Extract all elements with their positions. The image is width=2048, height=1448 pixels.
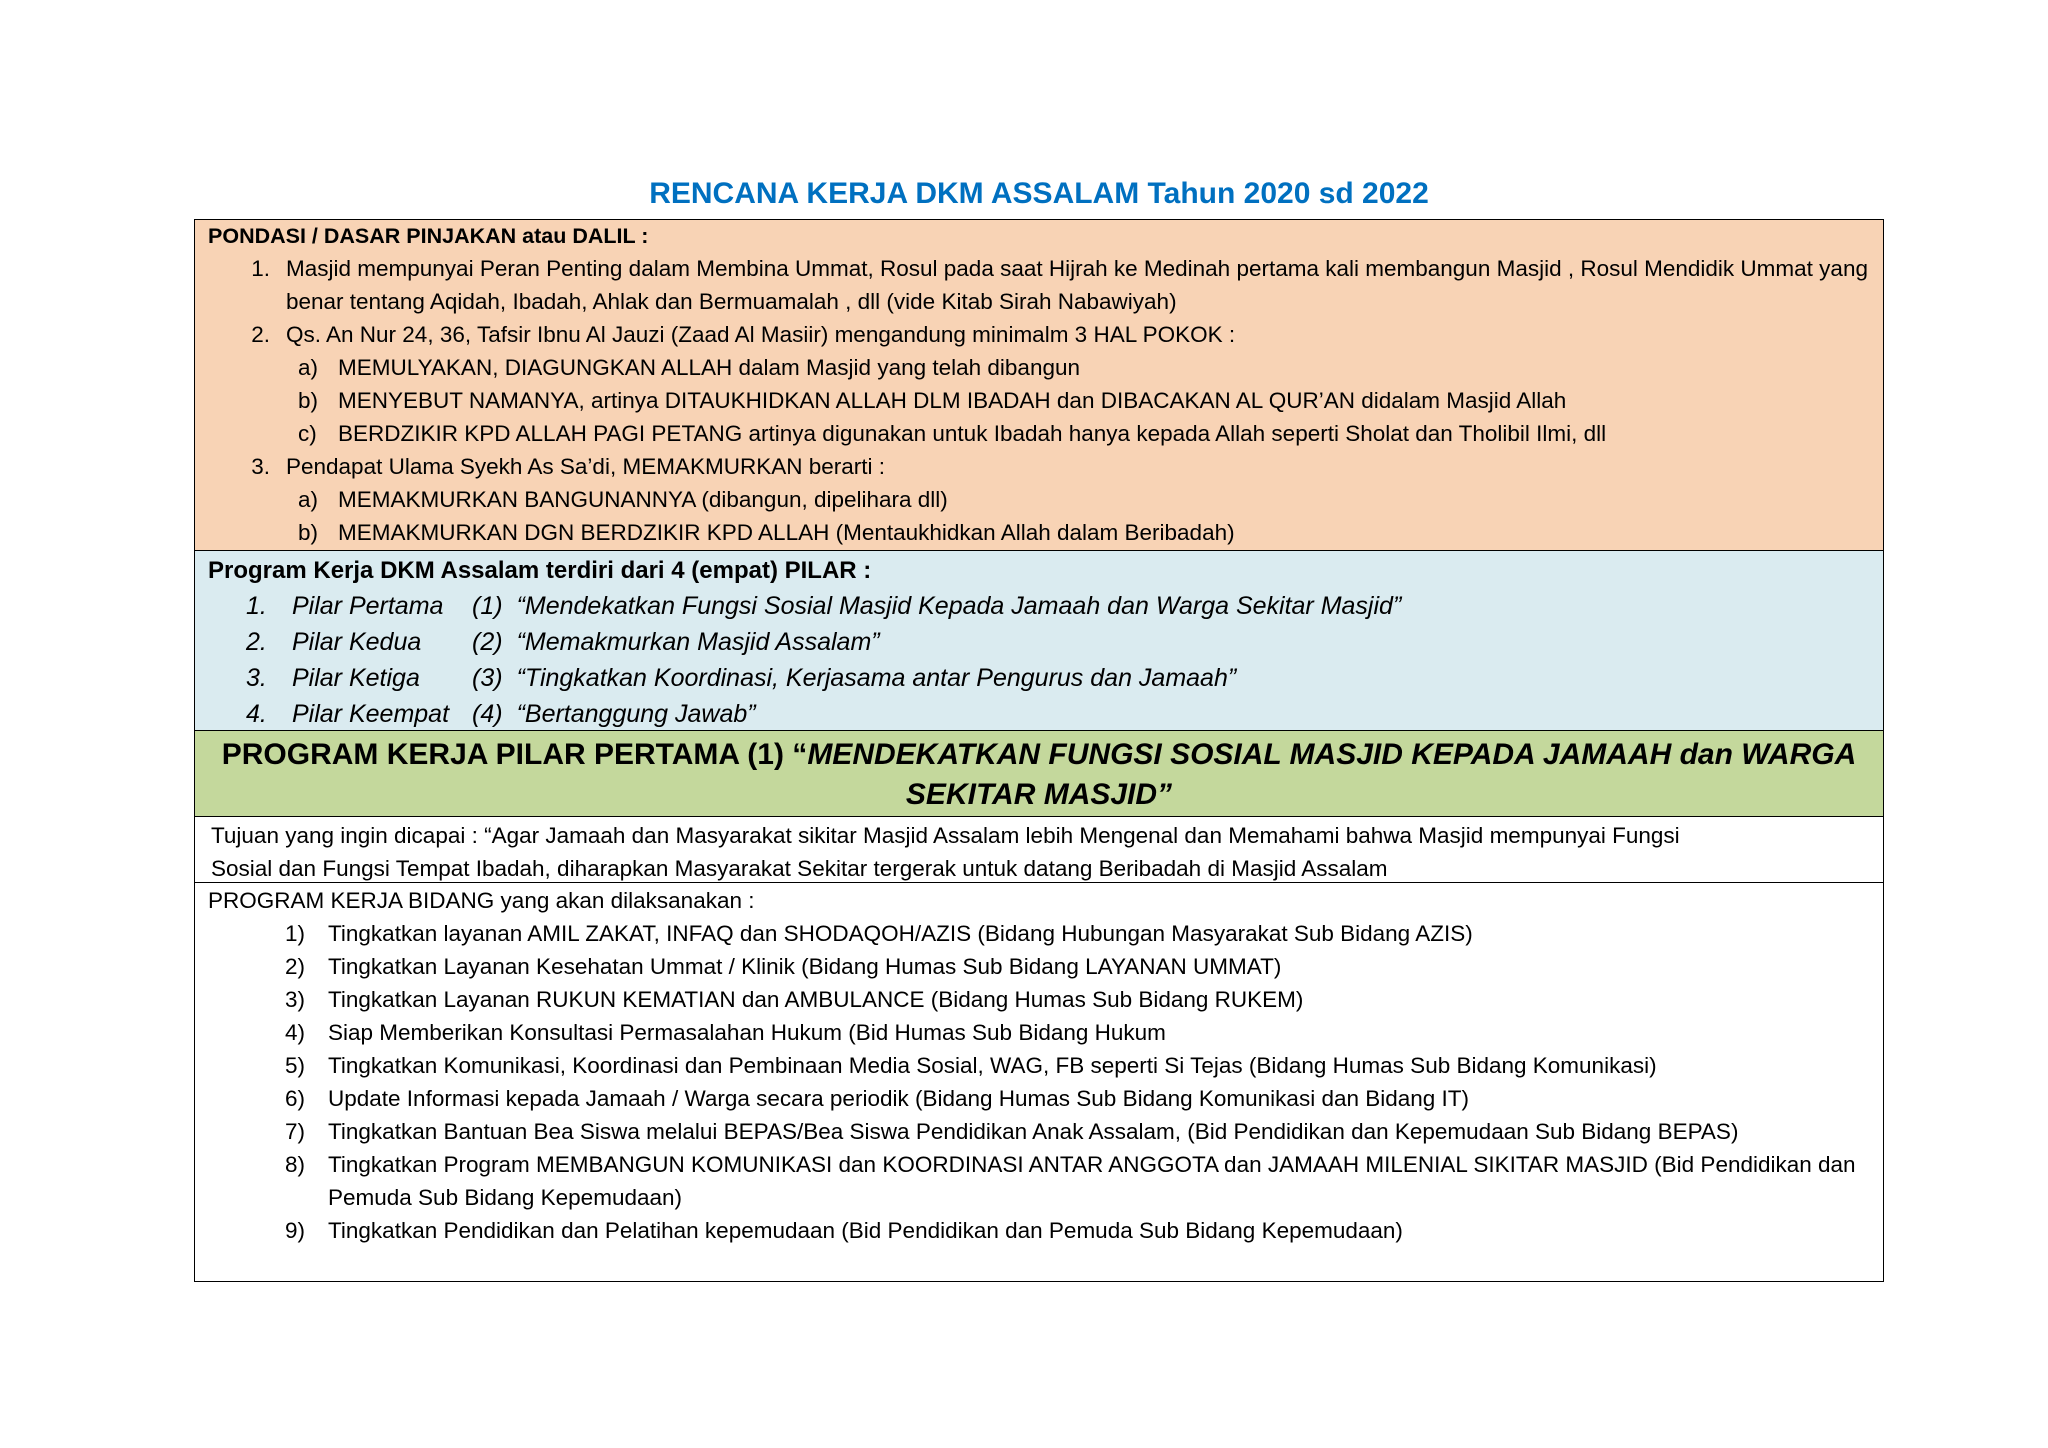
- dalil-subitem-letter: b): [298, 520, 319, 545]
- program-item-number: 3): [285, 987, 306, 1012]
- pilar-item-name: Pilar Pertama: [292, 592, 444, 620]
- pilar-item: [208, 660, 1871, 696]
- dalil-item-number: 2.: [251, 322, 270, 347]
- pilar-section: [195, 551, 1883, 731]
- dalil-subitem: [208, 384, 1871, 417]
- program-item-text: Tingkatkan Layanan Kesehatan Ummat / Klinik (Bidang Humas Sub Bidang LAYANAN UMMAT): [328, 954, 1282, 979]
- program-item: [208, 917, 1871, 950]
- pilar-heading: Program Kerja DKM Assalam terdiri dari 4 (empat) PILAR :: [208, 557, 872, 584]
- program-item-text: Tingkatkan Bantuan Bea Siswa melalui BEPAS/Bea Siswa Pendidikan Anak Assalam, (Bid Pendidikan dan Kepemudaan Sub Bidang BEPAS): [328, 1119, 1739, 1144]
- dalil-subitem-text: MENYEBUT NAMANYA, artinya DITAUKHIDKAN ALLAH DLM IBADAH dan DIBACAKAN AL QUR’AN didalam Masjid Allah: [338, 388, 1567, 413]
- pilar-item-number: 3.: [246, 664, 267, 692]
- dalil-heading: PONDASI / DASAR PINJAKAN atau DALIL :: [208, 224, 649, 248]
- program-item-number: 9): [285, 1218, 306, 1243]
- dalil-subitem: [208, 351, 1871, 384]
- pilar-item-number: 2.: [246, 628, 267, 656]
- tujuan-line-2: Sosial dan Fungsi Tempat Ibadah, diharapkan Masyarakat Sekitar tergerak untuk datang Beribadah di Masjid Assalam: [211, 856, 1388, 881]
- program-item: [208, 1049, 1871, 1082]
- program-item: [208, 1148, 1871, 1214]
- program-item: [208, 1115, 1871, 1148]
- program-item-number: 1): [285, 921, 306, 946]
- dalil-subitem-text: MEMAKMURKAN BANGUNANNYA (dibangun, dipelihara dll): [338, 487, 948, 512]
- program-item-number: 2): [285, 954, 306, 979]
- tujuan-line-1: Tujuan yang ingin dicapai : “Agar Jamaah dan Masyarakat sikitar Masjid Assalam lebih Mengenal dan Memahami bahwa Masjid mempunyai Fungsi: [211, 823, 1680, 848]
- pilar-item-name: Pilar Kedua: [292, 628, 422, 656]
- pilar-item: [208, 588, 1871, 624]
- dalil-subitem-letter: a): [298, 355, 319, 380]
- pilar-item-index: (4): [472, 700, 503, 728]
- program-item-text: Update Informasi kepada Jamaah / Warga secara periodik (Bidang Humas Sub Bidang Komunikasi dan Bidang IT): [328, 1086, 1470, 1111]
- program-item: [208, 1214, 1871, 1247]
- tujuan-section: [195, 817, 1883, 883]
- pilar-item-index: (3): [472, 664, 503, 692]
- dalil-subitem-text: MEMULYAKAN, DIAGUNGKAN ALLAH dalam Masjid yang telah dibangun: [338, 355, 1080, 380]
- pilar-item: [208, 696, 1871, 732]
- dalil-subitem-text: MEMAKMURKAN DGN BERDZIKIR KPD ALLAH (Mentaukhidkan Allah dalam Beribadah): [338, 520, 1235, 545]
- program-item: [208, 1016, 1871, 1049]
- dalil-subitem-letter: a): [298, 487, 319, 512]
- program-item-number: 6): [285, 1086, 306, 1111]
- program-item-text: Tingkatkan Program MEMBANGUN KOMUNIKASI dan KOORDINASI ANTAR ANGGOTA dan JAMAAH MILENIAL SIKITAR MASJID (Bid Pendidikan dan Pemuda Sub Bidang Kepemudaan): [328, 1152, 1856, 1210]
- pilar-item: [208, 624, 1871, 660]
- dalil-section: [195, 220, 1883, 551]
- pilar-pertama-heading-theme: MENDEKATKAN FUNGSI SOSIAL MASJID KEPADA JAMAAH dan WARGA SEKITAR MASJID”: [807, 738, 1857, 811]
- pilar-item-description: “Mendekatkan Fungsi Sosial Masjid Kepada Jamaah dan Warga Sekitar Masjid”: [516, 592, 1402, 620]
- program-item-text: Tingkatkan layanan AMIL ZAKAT, INFAQ dan SHODAQOH/AZIS (Bidang Hubungan Masyarakat Sub Bidang AZIS): [328, 921, 1473, 946]
- dalil-subitem: [208, 417, 1871, 450]
- pilar-pertama-heading: [205, 735, 1873, 815]
- dalil-item: [208, 252, 1871, 318]
- dalil-item: [208, 450, 1871, 483]
- dalil-item-text: Pendapat Ulama Syekh As Sa’di, MEMAKMURKAN berarti :: [286, 454, 885, 479]
- pilar-item-index: (1): [472, 592, 503, 620]
- program-section: [195, 883, 1883, 1281]
- pilar-item-description: “Tingkatkan Koordinasi, Kerjasama antar Pengurus dan Jamaah”: [516, 664, 1237, 692]
- program-item-number: 7): [285, 1119, 306, 1144]
- program-heading: PROGRAM KERJA BIDANG yang akan dilaksanakan :: [208, 888, 755, 913]
- pilar-item-number: 1.: [246, 592, 267, 620]
- pilar-item-name: Pilar Ketiga: [292, 664, 420, 692]
- dalil-subitem: [208, 516, 1871, 549]
- document-title: RENCANA KERJA DKM ASSALAM Tahun 2020 sd 2022: [649, 177, 1429, 210]
- dalil-subitem: [208, 483, 1871, 516]
- dalil-subitem-letter: c): [298, 421, 317, 446]
- program-item-text: Tingkatkan Komunikasi, Koordinasi dan Pembinaan Media Sosial, WAG, FB seperti Si Tejas (Bidang Humas Sub Bidang Komunikasi): [328, 1053, 1657, 1078]
- dalil-subitem-text: BERDZIKIR KPD ALLAH PAGI PETANG artinya digunakan untuk Ibadah hanya kepada Allah seperti Sholat dan Tholibil Ilmi, dll: [338, 421, 1607, 446]
- pilar-item-number: 4.: [246, 700, 267, 728]
- program-item-number: 4): [285, 1020, 306, 1045]
- pilar-item-description: “Bertanggung Jawab”: [516, 700, 756, 728]
- program-item-text: Tingkatkan Layanan RUKUN KEMATIAN dan AMBULANCE (Bidang Humas Sub Bidang RUKEM): [328, 987, 1304, 1012]
- program-item-number: 8): [285, 1152, 306, 1177]
- work-plan-table: [194, 219, 1884, 1282]
- program-item: [208, 983, 1871, 1016]
- program-item-text: Tingkatkan Pendidikan dan Pelatihan kepemudaan (Bid Pendidikan dan Pemuda Sub Bidang Kepemudaan): [328, 1218, 1403, 1243]
- pilar-item-index: (2): [472, 628, 503, 656]
- program-item-text: Siap Memberikan Konsultasi Permasalahan Hukum (Bid Humas Sub Bidang Hukum: [328, 1020, 1166, 1045]
- program-item: [208, 1082, 1871, 1115]
- pilar-pertama-heading-prefix: PROGRAM KERJA PILAR PERTAMA (1) “: [221, 738, 808, 771]
- program-item: [208, 950, 1871, 983]
- program-item-number: 5): [285, 1053, 306, 1078]
- dalil-item-number: 1.: [251, 256, 270, 281]
- pilar-item-description: “Memakmurkan Masjid Assalam”: [516, 628, 880, 656]
- dalil-item: [208, 318, 1871, 351]
- pilar-item-name: Pilar Keempat: [292, 700, 450, 728]
- pilar-pertama-heading-section: [195, 731, 1883, 817]
- dalil-item-text: Masjid mempunyai Peran Penting dalam Membina Ummat, Rosul pada saat Hijrah ke Medinah pertama kali membangun Masjid , Rosul Mendidik Ummat yang benar tentang Aqidah, Ibadah, Ahlak dan Bermuamalah , dll (vide Kitab Sirah Nabawiyah): [286, 256, 1868, 314]
- dalil-item-number: 3.: [251, 454, 270, 479]
- dalil-subitem-letter: b): [298, 388, 319, 413]
- dalil-item-text: Qs. An Nur 24, 36, Tafsir Ibnu Al Jauzi (Zaad Al Masiir) mengandung minimalm 3 HAL POKOK :: [286, 322, 1236, 347]
